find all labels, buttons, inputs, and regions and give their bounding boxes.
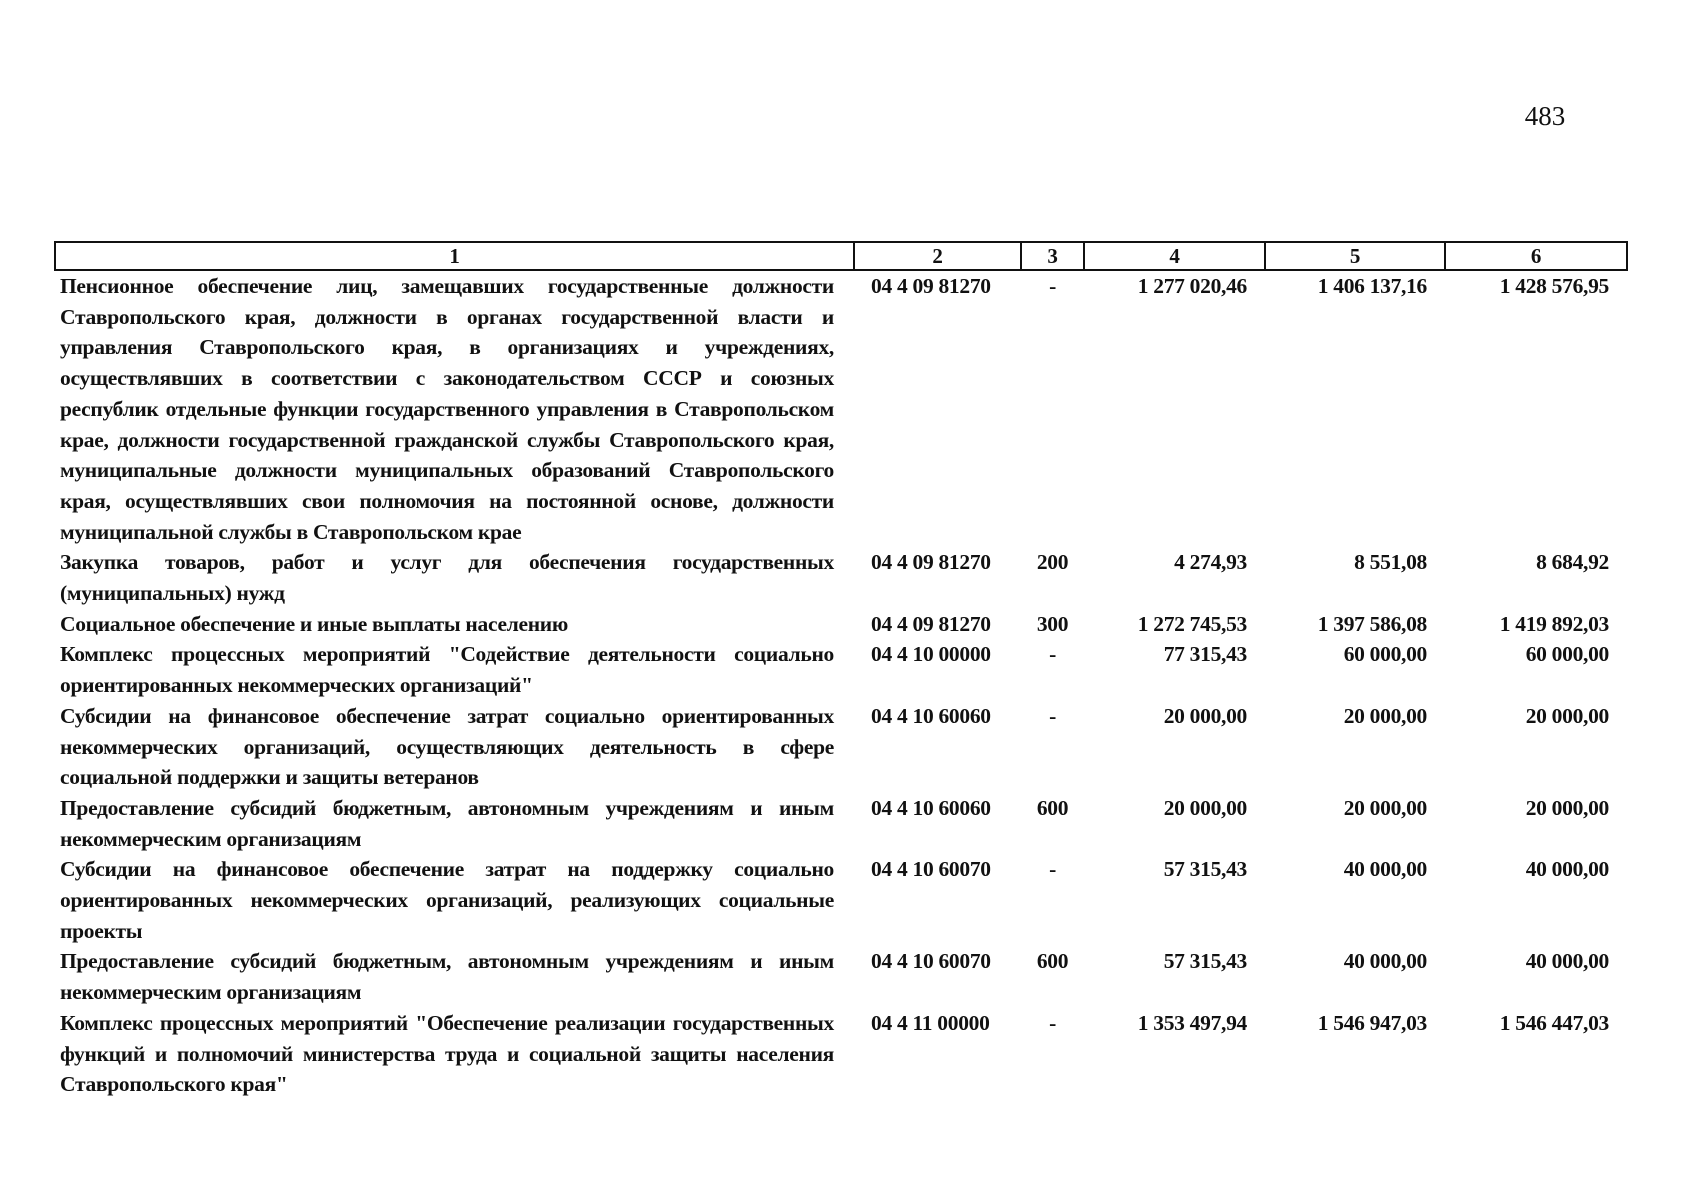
row-type: 200	[1036, 550, 1069, 575]
page-number: 483	[1524, 101, 1566, 131]
row-type: 600	[1036, 795, 1069, 820]
row-code: 04 4 09 81270	[871, 611, 991, 636]
row-code: 04 4 09 81270	[871, 550, 991, 575]
row-name: Комплекс процессных мероприятий "Обеспечение реализации государственных функций и полномочий министерства труда и социальной защиты населения Ставропольского края"	[60, 1010, 834, 1097]
row-value-col6: 1 419 892,03	[1499, 611, 1609, 636]
row-value-col5: 1 406 137,16	[1317, 274, 1427, 298]
row-value-col4: 1 277 020,46	[1137, 274, 1247, 298]
row-value-col6: 1 428 576,95	[1499, 274, 1609, 298]
header-cell-2: 2	[854, 242, 1021, 270]
row-value-col6: 40 000,00	[1525, 949, 1609, 974]
row-name: Комплекс процессных мероприятий "Содействие деятельности социально ориентированных некоммерческих организаций"	[60, 642, 834, 698]
row-value-col4: 4 274,93	[1174, 550, 1247, 575]
table-row	[55, 1008, 1627, 1100]
row-value-col5: 8 551,08	[1354, 550, 1427, 575]
row-code: 04 4 10 60070	[871, 857, 991, 882]
header-cell-6: 6	[1445, 242, 1627, 270]
row-code: 04 4 11 00000	[871, 1010, 990, 1035]
row-name: Предоставление субсидий бюджетным, автономным учреждениям и иным некоммерческим организациям	[60, 949, 834, 1005]
row-type: 300	[1036, 611, 1069, 636]
row-value-col6: 20 000,00	[1525, 795, 1609, 820]
row-value-col6: 20 000,00	[1525, 703, 1609, 728]
row-value-col5: 1 397 586,08	[1317, 611, 1427, 636]
row-code: 04 4 10 60070	[871, 949, 991, 974]
row-name: Закупка товаров, работ и услуг для обеспечения государственных (муниципальных) нужд	[60, 550, 834, 606]
row-value-col4: 1 353 497,94	[1137, 1010, 1247, 1035]
row-code: 04 4 10 60060	[871, 795, 991, 820]
table-row	[55, 270, 1627, 547]
row-value-col4: 77 315,43	[1163, 642, 1247, 667]
row-type: -	[1049, 857, 1056, 882]
header-cell-5: 5	[1265, 242, 1445, 270]
header-cell-4: 4	[1084, 242, 1265, 270]
row-value-col5: 20 000,00	[1343, 795, 1427, 820]
header-cell-1: 1	[55, 242, 854, 270]
table-row	[55, 854, 1627, 946]
row-value-col4: 57 315,43	[1163, 949, 1247, 974]
row-value-col5: 1 546 947,03	[1317, 1010, 1427, 1035]
row-value-col6: 8 684,92	[1536, 550, 1609, 575]
row-code: 04 4 10 00000	[871, 642, 991, 667]
row-name: Социальное обеспечение и иные выплаты населению	[60, 611, 568, 636]
table-row	[55, 701, 1627, 793]
budget-table	[54, 241, 1628, 1100]
row-code: 04 4 09 81270	[871, 274, 991, 298]
row-value-col4: 20 000,00	[1163, 703, 1247, 728]
row-value-col5: 60 000,00	[1343, 642, 1427, 667]
row-name: Субсидии на финансовое обеспечение затрат на поддержку социально ориентированных некоммерческих организаций, реализующих социальные проекты	[60, 857, 834, 943]
row-value-col5: 20 000,00	[1343, 703, 1427, 728]
row-value-col4: 57 315,43	[1163, 857, 1247, 882]
row-name: Пенсионное обеспечение лиц, замещавших государственные должности Ставропольского края, должности в органах государственной власти и управления Ставропольского края, в организациях и учреждениях, осуществлявших в соответствии с законодательством СССР и союзных республик отдельные функции государственного управления в Ставропольском крае, должности государственной гражданской службы Ставропольского края, муниципальные должности муниципальных образований Ставропольского края, осуществлявших свои полномочия на постоянной основе, должности муниципальной службы в Ставропольском крае	[60, 274, 834, 544]
row-type: -	[1049, 642, 1056, 667]
row-code: 04 4 10 60060	[871, 703, 991, 728]
table-row	[55, 609, 1627, 640]
row-name: Предоставление субсидий бюджетным, автономным учреждениям и иным некоммерческим организациям	[60, 795, 834, 851]
row-value-col6: 60 000,00	[1525, 642, 1609, 667]
row-type: -	[1049, 703, 1056, 728]
table-row	[55, 547, 1627, 608]
row-name: Субсидии на финансовое обеспечение затрат социально ориентированных некоммерческих организаций, осуществляющих деятельность в сфере социальной поддержки и защиты ветеранов	[60, 703, 834, 790]
row-type: -	[1049, 1010, 1056, 1035]
table-row	[55, 793, 1627, 854]
table-header-row	[55, 242, 1627, 270]
header-cell-3: 3	[1021, 242, 1084, 270]
table-row	[55, 946, 1627, 1007]
row-type: 600	[1036, 949, 1069, 974]
table-row	[55, 639, 1627, 700]
row-value-col4: 20 000,00	[1163, 795, 1247, 820]
row-value-col5: 40 000,00	[1343, 949, 1427, 974]
row-value-col4: 1 272 745,53	[1137, 611, 1247, 636]
row-type: -	[1049, 274, 1056, 298]
row-value-col5: 40 000,00	[1343, 857, 1427, 882]
row-value-col6: 40 000,00	[1525, 857, 1609, 882]
row-value-col6: 1 546 447,03	[1499, 1010, 1609, 1035]
